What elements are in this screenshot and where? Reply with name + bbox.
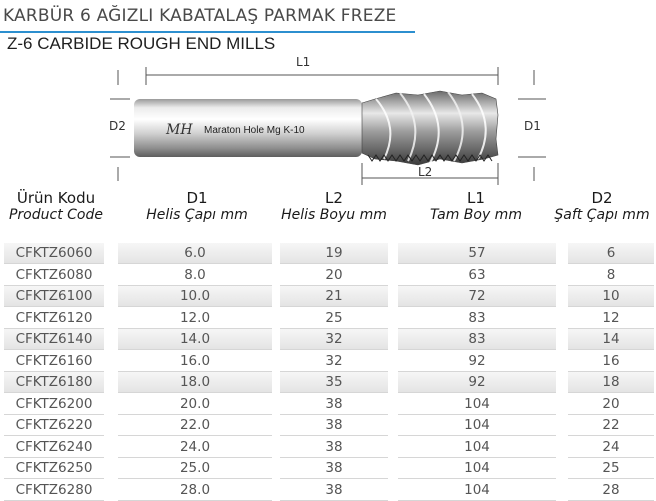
cell-l2: 19 <box>280 243 388 264</box>
column-subtitle: Helis Çapı mm <box>124 207 270 223</box>
cell-product-code: CFKTZ6180 <box>4 372 104 393</box>
cell-d2: 25 <box>568 458 654 479</box>
cell-d2: 8 <box>568 265 654 286</box>
l1-label: L1 <box>296 55 310 69</box>
table-row <box>0 372 656 394</box>
cell-l1: 72 <box>398 286 556 307</box>
cell-d2: 14 <box>568 329 654 350</box>
title-underline <box>0 31 415 33</box>
table-row <box>0 394 656 416</box>
column-subtitle: Helis Boyu mm <box>272 207 396 223</box>
column-title: D2 <box>550 189 654 207</box>
cell-product-code: CFKTZ6220 <box>4 415 104 436</box>
cell-d1: 8.0 <box>118 265 272 286</box>
cell-l2: 21 <box>280 286 388 307</box>
page-title-turkish: KARBÜR 6 AĞIZLI KABATALAŞ PARMAK FREZE <box>3 6 397 26</box>
table-row <box>0 437 656 459</box>
cell-d1: 16.0 <box>118 351 272 372</box>
logo-mark: MH <box>165 122 193 138</box>
cell-l1: 104 <box>398 437 556 458</box>
column-title: Ürün Kodu <box>6 189 106 207</box>
cell-product-code: CFKTZ6060 <box>4 243 104 264</box>
cell-product-code: CFKTZ6100 <box>4 286 104 307</box>
cell-l2: 38 <box>280 415 388 436</box>
d1-label: D1 <box>524 119 541 133</box>
cell-d2: 22 <box>568 415 654 436</box>
shank-engraving: Maraton Hole Mg K-10 <box>204 125 305 136</box>
cell-d1: 24.0 <box>118 437 272 458</box>
d2-label: D2 <box>109 119 126 133</box>
cell-d1: 25.0 <box>118 458 272 479</box>
cell-d1: 22.0 <box>118 415 272 436</box>
cell-d2: 12 <box>568 308 654 329</box>
cell-l2: 32 <box>280 329 388 350</box>
column-header-l2 <box>272 189 396 223</box>
cell-d1: 28.0 <box>118 480 272 501</box>
cell-product-code: CFKTZ6280 <box>4 480 104 501</box>
table-row <box>0 415 656 437</box>
cell-l2: 25 <box>280 308 388 329</box>
table-row <box>0 480 656 501</box>
cell-l1: 83 <box>398 329 556 350</box>
cell-l1: 104 <box>398 458 556 479</box>
column-title: L2 <box>272 189 396 207</box>
cell-product-code: CFKTZ6240 <box>4 437 104 458</box>
cell-l2: 35 <box>280 372 388 393</box>
cell-l1: 104 <box>398 394 556 415</box>
page-title-english: Z-6 CARBIDE ROUGH END MILLS <box>7 34 275 54</box>
cell-l1: 92 <box>398 372 556 393</box>
cell-product-code: CFKTZ6160 <box>4 351 104 372</box>
cell-d1: 14.0 <box>118 329 272 350</box>
cell-product-code: CFKTZ6080 <box>4 265 104 286</box>
column-header-d2 <box>550 189 654 223</box>
cell-l1: 104 <box>398 415 556 436</box>
cell-l1: 57 <box>398 243 556 264</box>
cell-d2: 28 <box>568 480 654 501</box>
column-subtitle: Tam Boy mm <box>410 207 542 223</box>
cell-product-code: CFKTZ6200 <box>4 394 104 415</box>
cell-product-code: CFKTZ6120 <box>4 308 104 329</box>
table-row <box>0 329 656 351</box>
table-row <box>0 458 656 480</box>
cell-d2: 10 <box>568 286 654 307</box>
table-row <box>0 265 656 287</box>
end-mill-drawing <box>100 55 560 195</box>
cell-l1: 92 <box>398 351 556 372</box>
column-header-product-code <box>6 189 106 223</box>
cell-d2: 18 <box>568 372 654 393</box>
column-header-l1 <box>410 189 542 223</box>
cell-product-code: CFKTZ6250 <box>4 458 104 479</box>
cell-d1: 10.0 <box>118 286 272 307</box>
cell-d2: 20 <box>568 394 654 415</box>
l2-label: L2 <box>418 165 432 179</box>
cell-l1: 104 <box>398 480 556 501</box>
cell-l2: 38 <box>280 458 388 479</box>
cell-d1: 6.0 <box>118 243 272 264</box>
cell-l2: 38 <box>280 480 388 501</box>
cell-l2: 38 <box>280 437 388 458</box>
cell-l2: 32 <box>280 351 388 372</box>
product-table <box>0 243 656 501</box>
cell-l2: 20 <box>280 265 388 286</box>
column-title: L1 <box>410 189 542 207</box>
table-row <box>0 243 656 265</box>
column-subtitle: Şaft Çapı mm <box>550 207 654 223</box>
cell-l1: 83 <box>398 308 556 329</box>
table-row <box>0 308 656 330</box>
cell-d1: 18.0 <box>118 372 272 393</box>
table-row <box>0 351 656 373</box>
cell-l2: 38 <box>280 394 388 415</box>
cell-d1: 12.0 <box>118 308 272 329</box>
column-header-d1 <box>124 189 270 223</box>
column-title: D1 <box>124 189 270 207</box>
cell-d2: 16 <box>568 351 654 372</box>
cell-d2: 6 <box>568 243 654 264</box>
cell-product-code: CFKTZ6140 <box>4 329 104 350</box>
cell-l1: 63 <box>398 265 556 286</box>
cell-d2: 24 <box>568 437 654 458</box>
table-row <box>0 286 656 308</box>
column-subtitle: Product Code <box>6 207 106 223</box>
cell-d1: 20.0 <box>118 394 272 415</box>
